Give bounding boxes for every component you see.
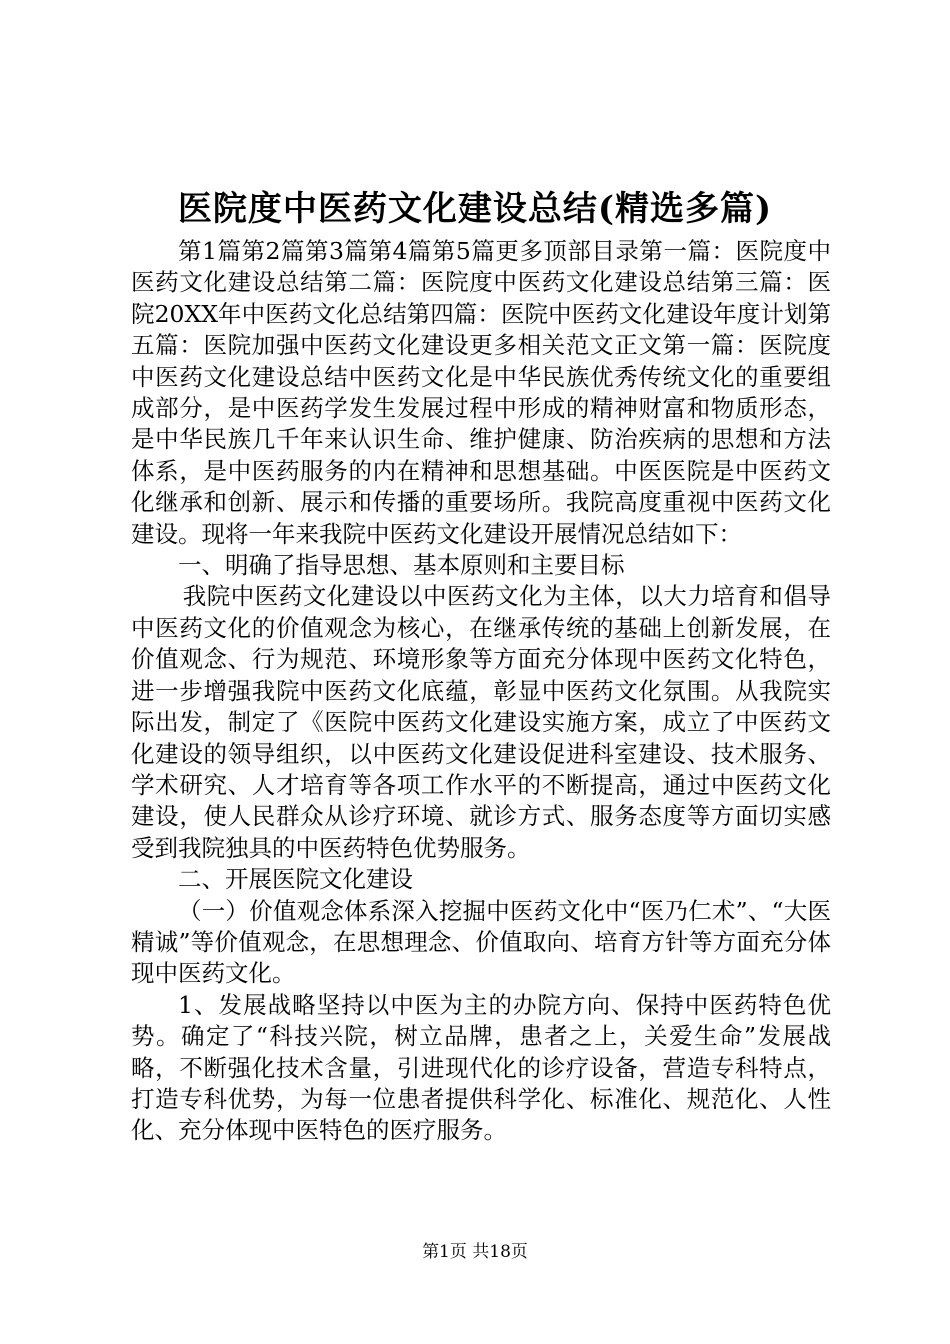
paragraph-section-1: 我院中医药文化建设以中医药文化为主体，以大力培育和倡导中医药文化的价值观念为核心，在继承传统的基础上创新发展，在价值观念、行为规范、环境形象等方面充分体现中医药文化特色，进一步增强我院中医药文化底蕴，彰显中医药文化氛围。从我院实际出发，制定了《医院中医药文化建设实施方案，成立了中医药文化建设的领导组织，以中医药文化建设促进科室建设、技术服务、学术研究、人才培育等各项工作水平的不断提高，通过中医药文化建设，使人民群众从诊疗环境、就诊方式、服务态度等方面切实感受到我院独具的中医药特色优势服务。 <box>131 582 831 862</box>
paragraph-item-1: 1、发展战略坚持以中医为主的办院方向、保持中医药特色优势。确定了“科技兴院，树立品牌，患者之上，关爱生命”发展战略，不断强化技术含量，引进现代化的诊疗设备，营造专科特点，打造专科优势，为每一位患者提供科学化、标准化、规范化、人性化、充分体现中医特色的医疗服务。 <box>131 990 831 1145</box>
document-title: 医院度中医药文化建设总结(精选多篇) <box>177 189 773 229</box>
section-heading-1: 一、明确了指导思想、基本原则和主要目标 <box>178 551 625 580</box>
paragraph-subsection-1: （一）价值观念体系深入挖掘中医药文化中“医乃仁术”、“大医精诚”等价值观念，在思想理念、价值取向、培育方针等方面充分体现中医药文化。 <box>131 896 831 988</box>
page-footer: 第1页 共18页 <box>422 1242 528 1262</box>
document-body <box>131 236 831 1147</box>
section-heading-2: 二、开展医院文化建设 <box>178 865 413 894</box>
paragraph-intro: 第1篇第2篇第3篇第4篇第5篇更多顶部目录第一篇：医院度中医药文化建设总结第二篇：医院度中医药文化建设总结第三篇：医院20XX年中医药文化总结第四篇：医院中医药文化建设年度计划第五篇：医院加强中医药文化建设更多相关范文正文第一篇：医院度中医药文化建设总结中医药文化是中华民族优秀传统文化的重要组成部分，是中医药学发生发展过程中形成的精神财富和物质形态，是中华民族几千年来认识生命、维护健康、防治疾病的思想和方法体系，是中医药服务的内在精神和思想基础。中医医院是中医药文化继承和创新、展示和传播的重要场所。我院高度重视中医药文化建设。现将一年来我院中医药文化建设开展情况总结如下： <box>131 237 831 548</box>
